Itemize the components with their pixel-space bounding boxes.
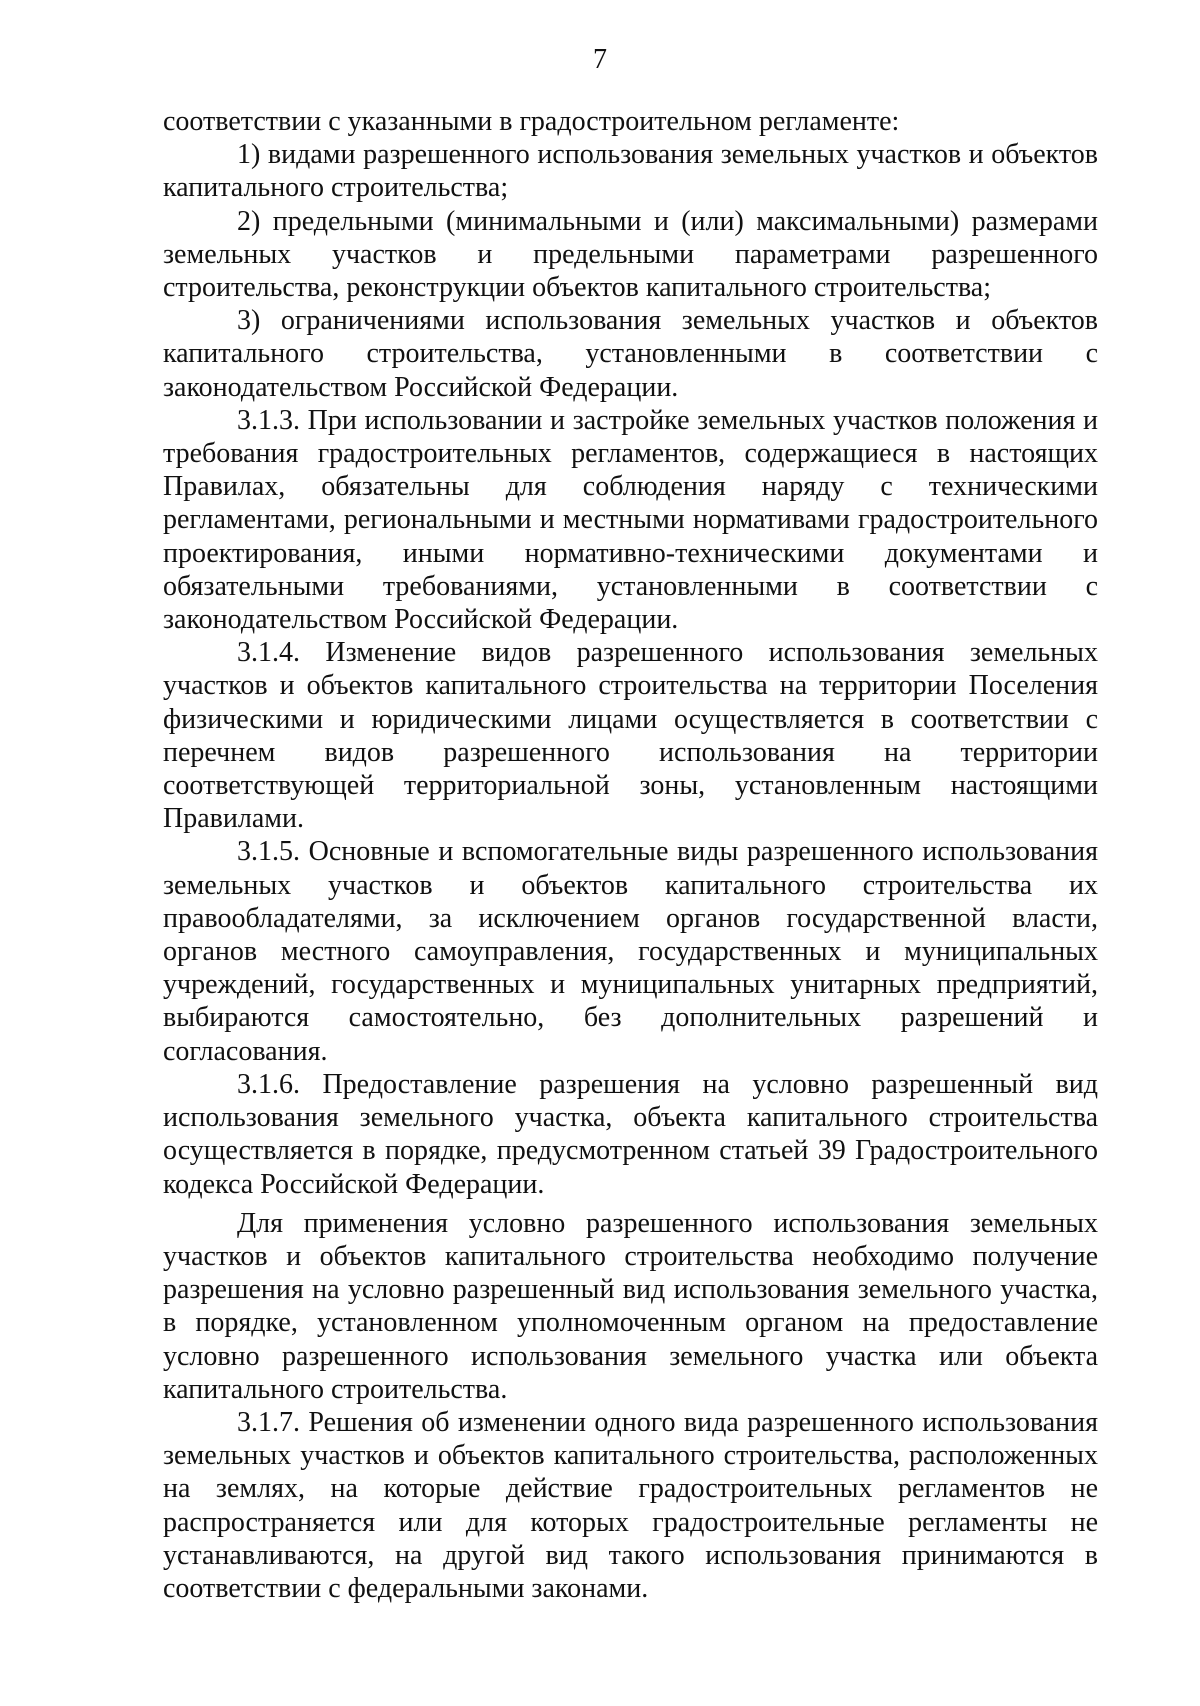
- page-number: 7: [593, 44, 607, 75]
- clause-3-1-5: 3.1.5. Основные и вспомогательные виды разрешенного использования земельных участков и объектов капитального строительства их правообладателями, за исключением органов государственной власти, органов местного самоуправления, государственных и муниципальных учреждений, государственных и муниципальных унитарных предприятий, выбираются самостоятельно, без дополнительных разрешений и согласования.: [163, 836, 1098, 1067]
- clause-3-1-6: 3.1.6. Предоставление разрешения на условно разрешенный вид использования земельного участка, объекта капитального строительства осуществляется в порядке, предусмотренном статьей 39 Градостроительного кодекса Российской Федерации.: [163, 1068, 1098, 1200]
- list-item-1: 1) видами разрешенного использования земельных участков и объектов капитального строительства;: [163, 139, 1098, 204]
- list-item-3: 3) ограничениями использования земельных участков и объектов капитального строительства, установленными в соответствии с законодательством Российской Федерации.: [163, 305, 1098, 403]
- document-body: [163, 105, 1098, 1605]
- clause-3-1-3: 3.1.3. При использовании и застройке земельных участков положения и требования градостроительных регламентов, содержащиеся в настоящих Правилах, обязательны для соблюдения наряду с техническими регламентами, региональными и местными нормативами градостроительного проектирования, иными нормативно-техническими документами и обязательными требованиями, установленными в соответствии с законодательством Российской Федерации.: [163, 404, 1098, 636]
- clause-3-1-4: 3.1.4. Изменение видов разрешенного использования земельных участков и объектов капитального строительства на территории Поселения физическими и юридическими лицами осуществляется в соответствии с перечнем видов разрешенного использования на территории соответствующей территориальной зоны, установленным настоящими Правилами.: [163, 637, 1098, 835]
- paragraph-continuation: соответствии с указанными в градостроительном регламенте:: [163, 106, 900, 137]
- clause-3-1-7: 3.1.7. Решения об изменении одного вида разрешенного использования земельных участков и объектов капитального строительства, расположенных на землях, на которые действие градостроительных регламентов не распространяется или для которых градостроительные регламенты не устанавливаются, на другой вид такого использования принимаются в соответствии с федеральными законами.: [163, 1406, 1098, 1604]
- clause-3-1-6-note: Для применения условно разрешенного использования земельных участков и объектов капитального строительства необходимо получение разрешения на условно разрешенный вид использования земельного участка, в порядке, установленном уполномоченным органом на предоставление условно разрешенного использования земельного участка или объекта капитального строительства.: [163, 1207, 1098, 1405]
- list-item-2: 2) предельными (минимальными и (или) максимальными) размерами земельных участков и предельными параметрами разрешенного строительства, реконструкции объектов капитального строительства;: [163, 205, 1098, 304]
